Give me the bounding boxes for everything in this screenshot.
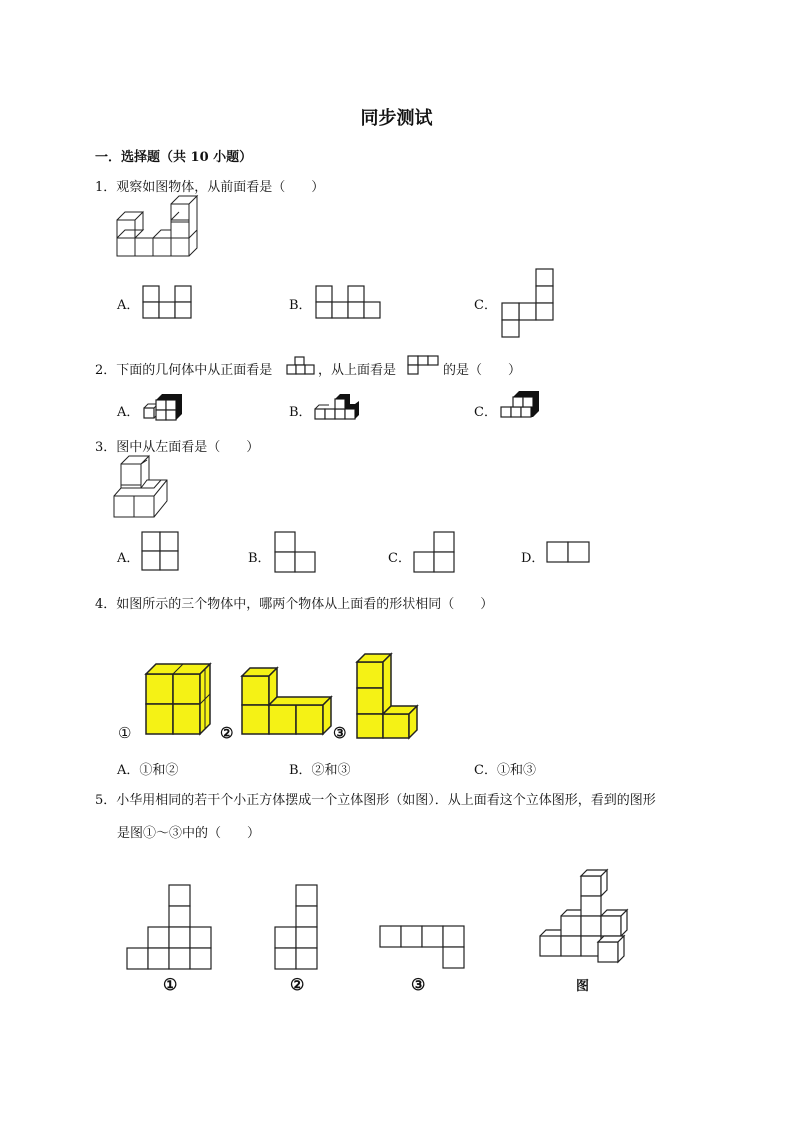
q5-figure-1[interactable] <box>126 884 216 974</box>
q3-option-b-figure[interactable] <box>274 531 318 575</box>
question-1-text: 1．观察如图物体，从前面看是（ ） <box>95 180 325 195</box>
q4-figure-3 <box>355 654 421 740</box>
q2-option-c-figure[interactable] <box>499 389 549 423</box>
q1-option-b-figure[interactable] <box>315 285 385 320</box>
q1-option-a-label[interactable]: A． <box>117 298 140 313</box>
q5-caption-1: ① <box>163 975 178 994</box>
q4-figure-label-2: ② <box>220 724 234 742</box>
section-heading: 一．选择题（共 10 小题） <box>95 150 253 165</box>
q1-option-c-figure[interactable] <box>501 268 555 338</box>
q5-caption-3: ③ <box>411 975 426 994</box>
question-2-text-a: 2．下面的几何体中从正面看是 <box>95 363 273 378</box>
q4-option-a[interactable]: A．①和② <box>117 763 179 778</box>
q4-figure-label-1: ① <box>118 724 132 742</box>
q1-option-b-label[interactable]: B． <box>289 298 312 313</box>
q2-option-c-label[interactable]: C． <box>474 405 497 420</box>
q1-option-a-figure[interactable] <box>142 285 194 320</box>
q5-solid-figure <box>536 868 636 968</box>
question-2-text-c: 的是（ ） <box>443 363 522 378</box>
question-5-text-line1: 5．小华用相同的若干个小正方体摆成一个立体图形（如图）．从上面看这个立体图形，看到的图形 <box>95 793 656 808</box>
q4-figure-2 <box>240 668 332 740</box>
q5-caption-figure: 图 <box>576 979 590 994</box>
q3-option-a-figure[interactable] <box>141 531 181 573</box>
q2-option-b-figure[interactable] <box>313 389 365 423</box>
question-5-text-line2: 是图①～③中的（ ） <box>117 826 261 841</box>
q1-solid-figure <box>113 200 193 260</box>
q5-caption-2: ② <box>290 975 305 994</box>
q2-option-b-label[interactable]: B． <box>289 405 312 420</box>
question-2-text-b: ，从上面看是 <box>318 363 397 378</box>
q4-figure-label-3: ③ <box>333 724 347 742</box>
q3-solid-figure <box>113 460 173 520</box>
q3-option-c-label[interactable]: C． <box>388 551 411 566</box>
q2-option-a-label[interactable]: A． <box>117 405 140 420</box>
q4-option-c[interactable]: C．①和③ <box>474 763 536 778</box>
q3-option-d-label[interactable]: D． <box>521 551 545 566</box>
page-title: 同步测试 <box>360 108 433 129</box>
q1-option-c-label[interactable]: C． <box>474 298 497 313</box>
q4-figure-1 <box>143 662 213 738</box>
question-4-text: 4．如图所示的三个物体中，哪两个物体从上面看的形状相同（ ） <box>95 597 494 612</box>
q2-top-view-icon <box>407 355 441 377</box>
q3-option-c-figure[interactable] <box>413 531 457 575</box>
question-3-text: 3．图中从左面看是（ ） <box>95 440 260 455</box>
q5-figure-2[interactable] <box>274 884 322 974</box>
q2-front-view-icon <box>286 356 318 376</box>
q3-option-b-label[interactable]: B． <box>248 551 271 566</box>
q3-option-a-label[interactable]: A． <box>117 551 140 566</box>
q3-option-d-figure[interactable] <box>546 541 592 565</box>
q4-option-b[interactable]: B．②和③ <box>289 763 351 778</box>
q2-option-a-figure[interactable] <box>142 390 192 422</box>
q5-figure-3[interactable] <box>379 925 469 971</box>
